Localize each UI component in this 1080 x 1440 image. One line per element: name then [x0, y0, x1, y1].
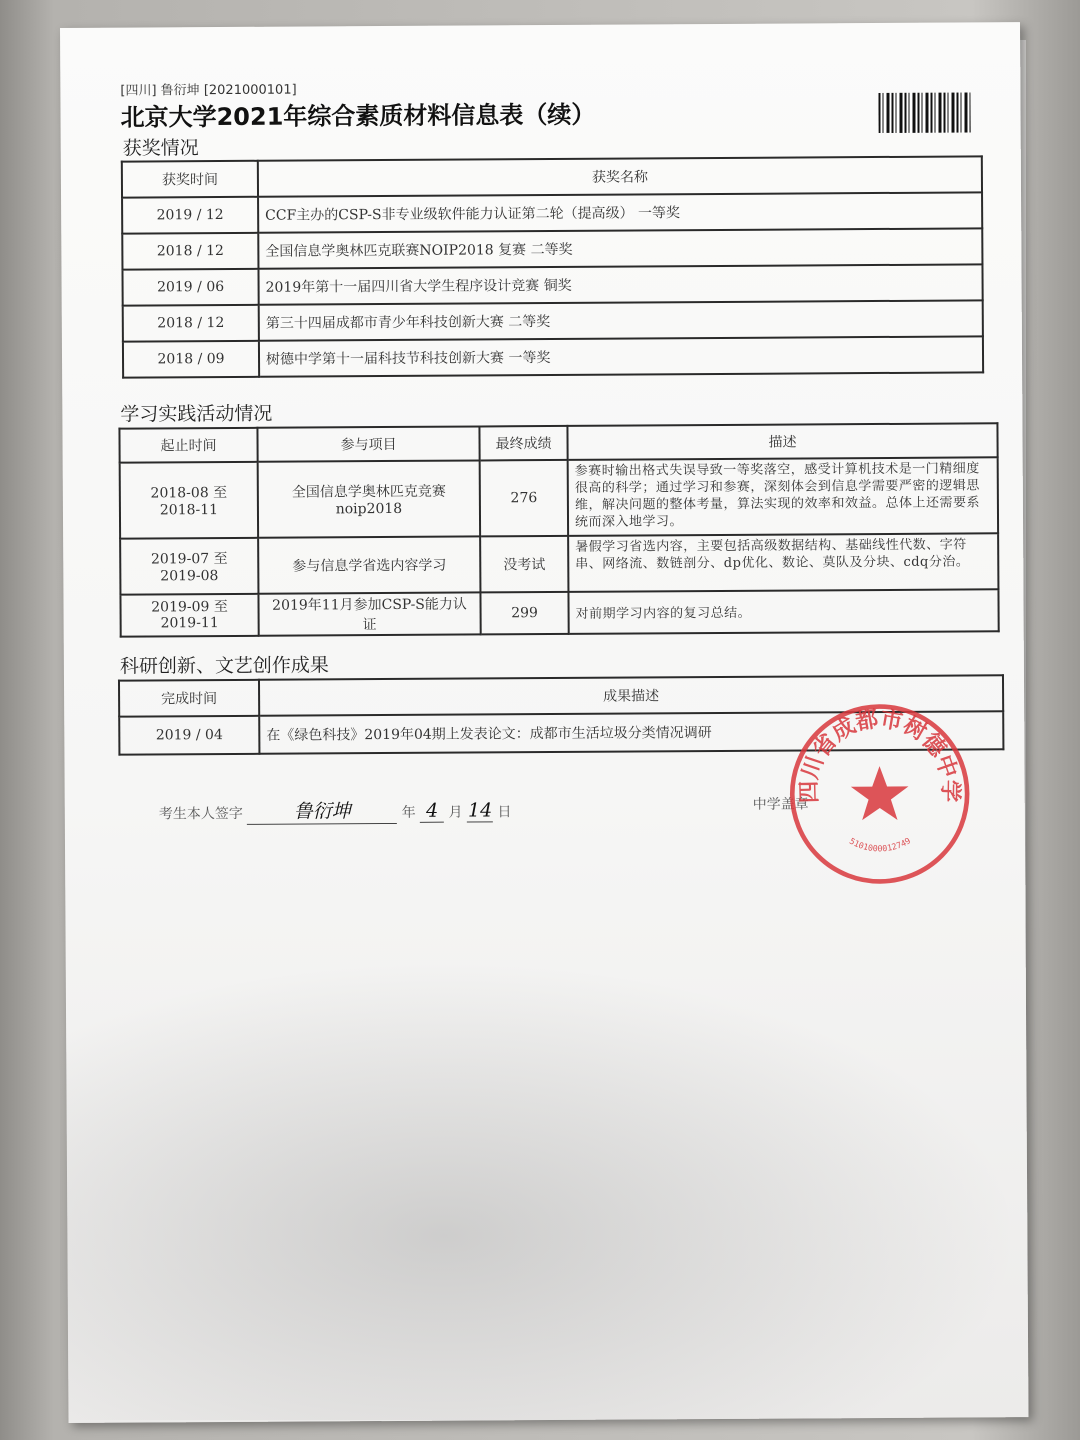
table-row: [120, 533, 998, 594]
seal-star-icon: [851, 766, 909, 820]
award-name: 全国信息学奥林匹克联赛NOIP2018 复赛 二等奖: [258, 228, 982, 268]
awards-section-title: 获奖情况: [122, 137, 199, 160]
practice-col-desc: 描述: [567, 423, 997, 460]
practice-score: 没考试: [480, 536, 568, 593]
practice-section-title: 学习实践活动情况: [120, 402, 273, 426]
awards-col-time: 获奖时间: [122, 161, 258, 198]
award-name: 2019年第十一届四川省大学生程序设计竞赛 铜奖: [258, 264, 982, 304]
practice-col-time: 起止时间: [119, 428, 257, 463]
practice-project: 参与信息学省选内容学习: [258, 536, 480, 593]
practice-project: 2019年11月参加CSP-S能力认证: [258, 592, 480, 635]
awards-table: [121, 155, 984, 378]
signature-year-label: 年: [401, 804, 416, 821]
table-row: [122, 228, 982, 269]
table-row: [122, 192, 982, 233]
practice-desc: 对前期学习内容的复习总结。: [568, 589, 998, 634]
table-row: [120, 589, 998, 636]
signature-row: [159, 795, 512, 825]
research-col-time: 完成时间: [119, 680, 259, 717]
table-row: [122, 264, 982, 305]
signature-name: 鲁衍坤: [247, 796, 397, 825]
stamp-label: 中学盖章: [752, 796, 809, 813]
barcode: [878, 92, 970, 133]
table-row: [120, 457, 998, 538]
table-row: [123, 336, 983, 377]
signature-day: 14: [467, 799, 493, 822]
practice-table: [118, 422, 999, 637]
research-desc: 在《绿色科技》2019年04期上发表论文：成都市生活垃圾分类情况调研: [259, 711, 1003, 754]
award-time: 2019 / 12: [122, 197, 258, 234]
practice-score: 276: [480, 460, 568, 537]
school-seal: [786, 700, 973, 887]
research-section-title: 科研创新、文艺创作成果: [119, 654, 329, 678]
awards-col-name: 获奖名称: [258, 156, 982, 196]
award-name: 树德中学第十一届科技节科技创新大赛 一等奖: [259, 336, 983, 376]
svg-text:5101000012749: [848, 835, 912, 853]
applicant-meta: [四川] 鲁衍坤 [2021000101]: [120, 82, 297, 99]
signature-label: 考生本人签字: [158, 805, 243, 823]
page-title: 北京大学2021年综合素质材料信息表（续）: [120, 100, 596, 132]
award-time: 2019 / 06: [122, 269, 258, 306]
practice-desc: 暑假学习省选内容，主要包括高级数据结构、基础线性代数、字符串、网络流、数链剖分、dp优化、数论、莫队及分块、cdq分治。: [568, 533, 998, 592]
research-col-desc: 成果描述: [259, 675, 1003, 716]
seal-text: 四川省成都市树德中学: [796, 706, 964, 804]
signature-month-label: 月: [448, 804, 463, 821]
award-name: 第三十四届成都市青少年科技创新大赛 二等奖: [259, 300, 983, 340]
practice-time: 2019-07 至 2019-08: [120, 538, 258, 595]
award-time: 2018 / 12: [122, 233, 258, 270]
practice-time: 2019-09 至 2019-11: [120, 594, 258, 637]
seal-code: 5101000012749: [847, 835, 913, 854]
award-name: CCF主办的CSP-S非专业级软件能力认证第二轮（提高级） 一等奖: [258, 192, 982, 232]
practice-desc: 参赛时输出格式失误导致一等奖落空，感受计算机技术是一门精细度很高的科学；通过学习和参赛，深刻体会到信息学需要严密的逻辑思维，解决问题的整体考量，算法实现的效率和效益。总体上还需要系统而深入地学习。: [568, 457, 998, 536]
table-row: [123, 300, 983, 341]
practice-score: 299: [480, 592, 568, 635]
signature-month: 4: [420, 800, 444, 823]
practice-col-score: 最终成绩: [479, 426, 567, 461]
award-time: 2018 / 09: [123, 341, 259, 378]
practice-time: 2018-08 至 2018-11: [120, 462, 258, 539]
award-time: 2018 / 12: [123, 305, 259, 342]
practice-col-project: 参与项目: [257, 426, 479, 461]
signature-day-label: 日: [497, 804, 512, 821]
research-time: 2019 / 04: [119, 716, 259, 755]
document-page: [60, 22, 1029, 1423]
practice-project: 全国信息学奥林匹克竞赛 noip2018: [258, 460, 480, 537]
